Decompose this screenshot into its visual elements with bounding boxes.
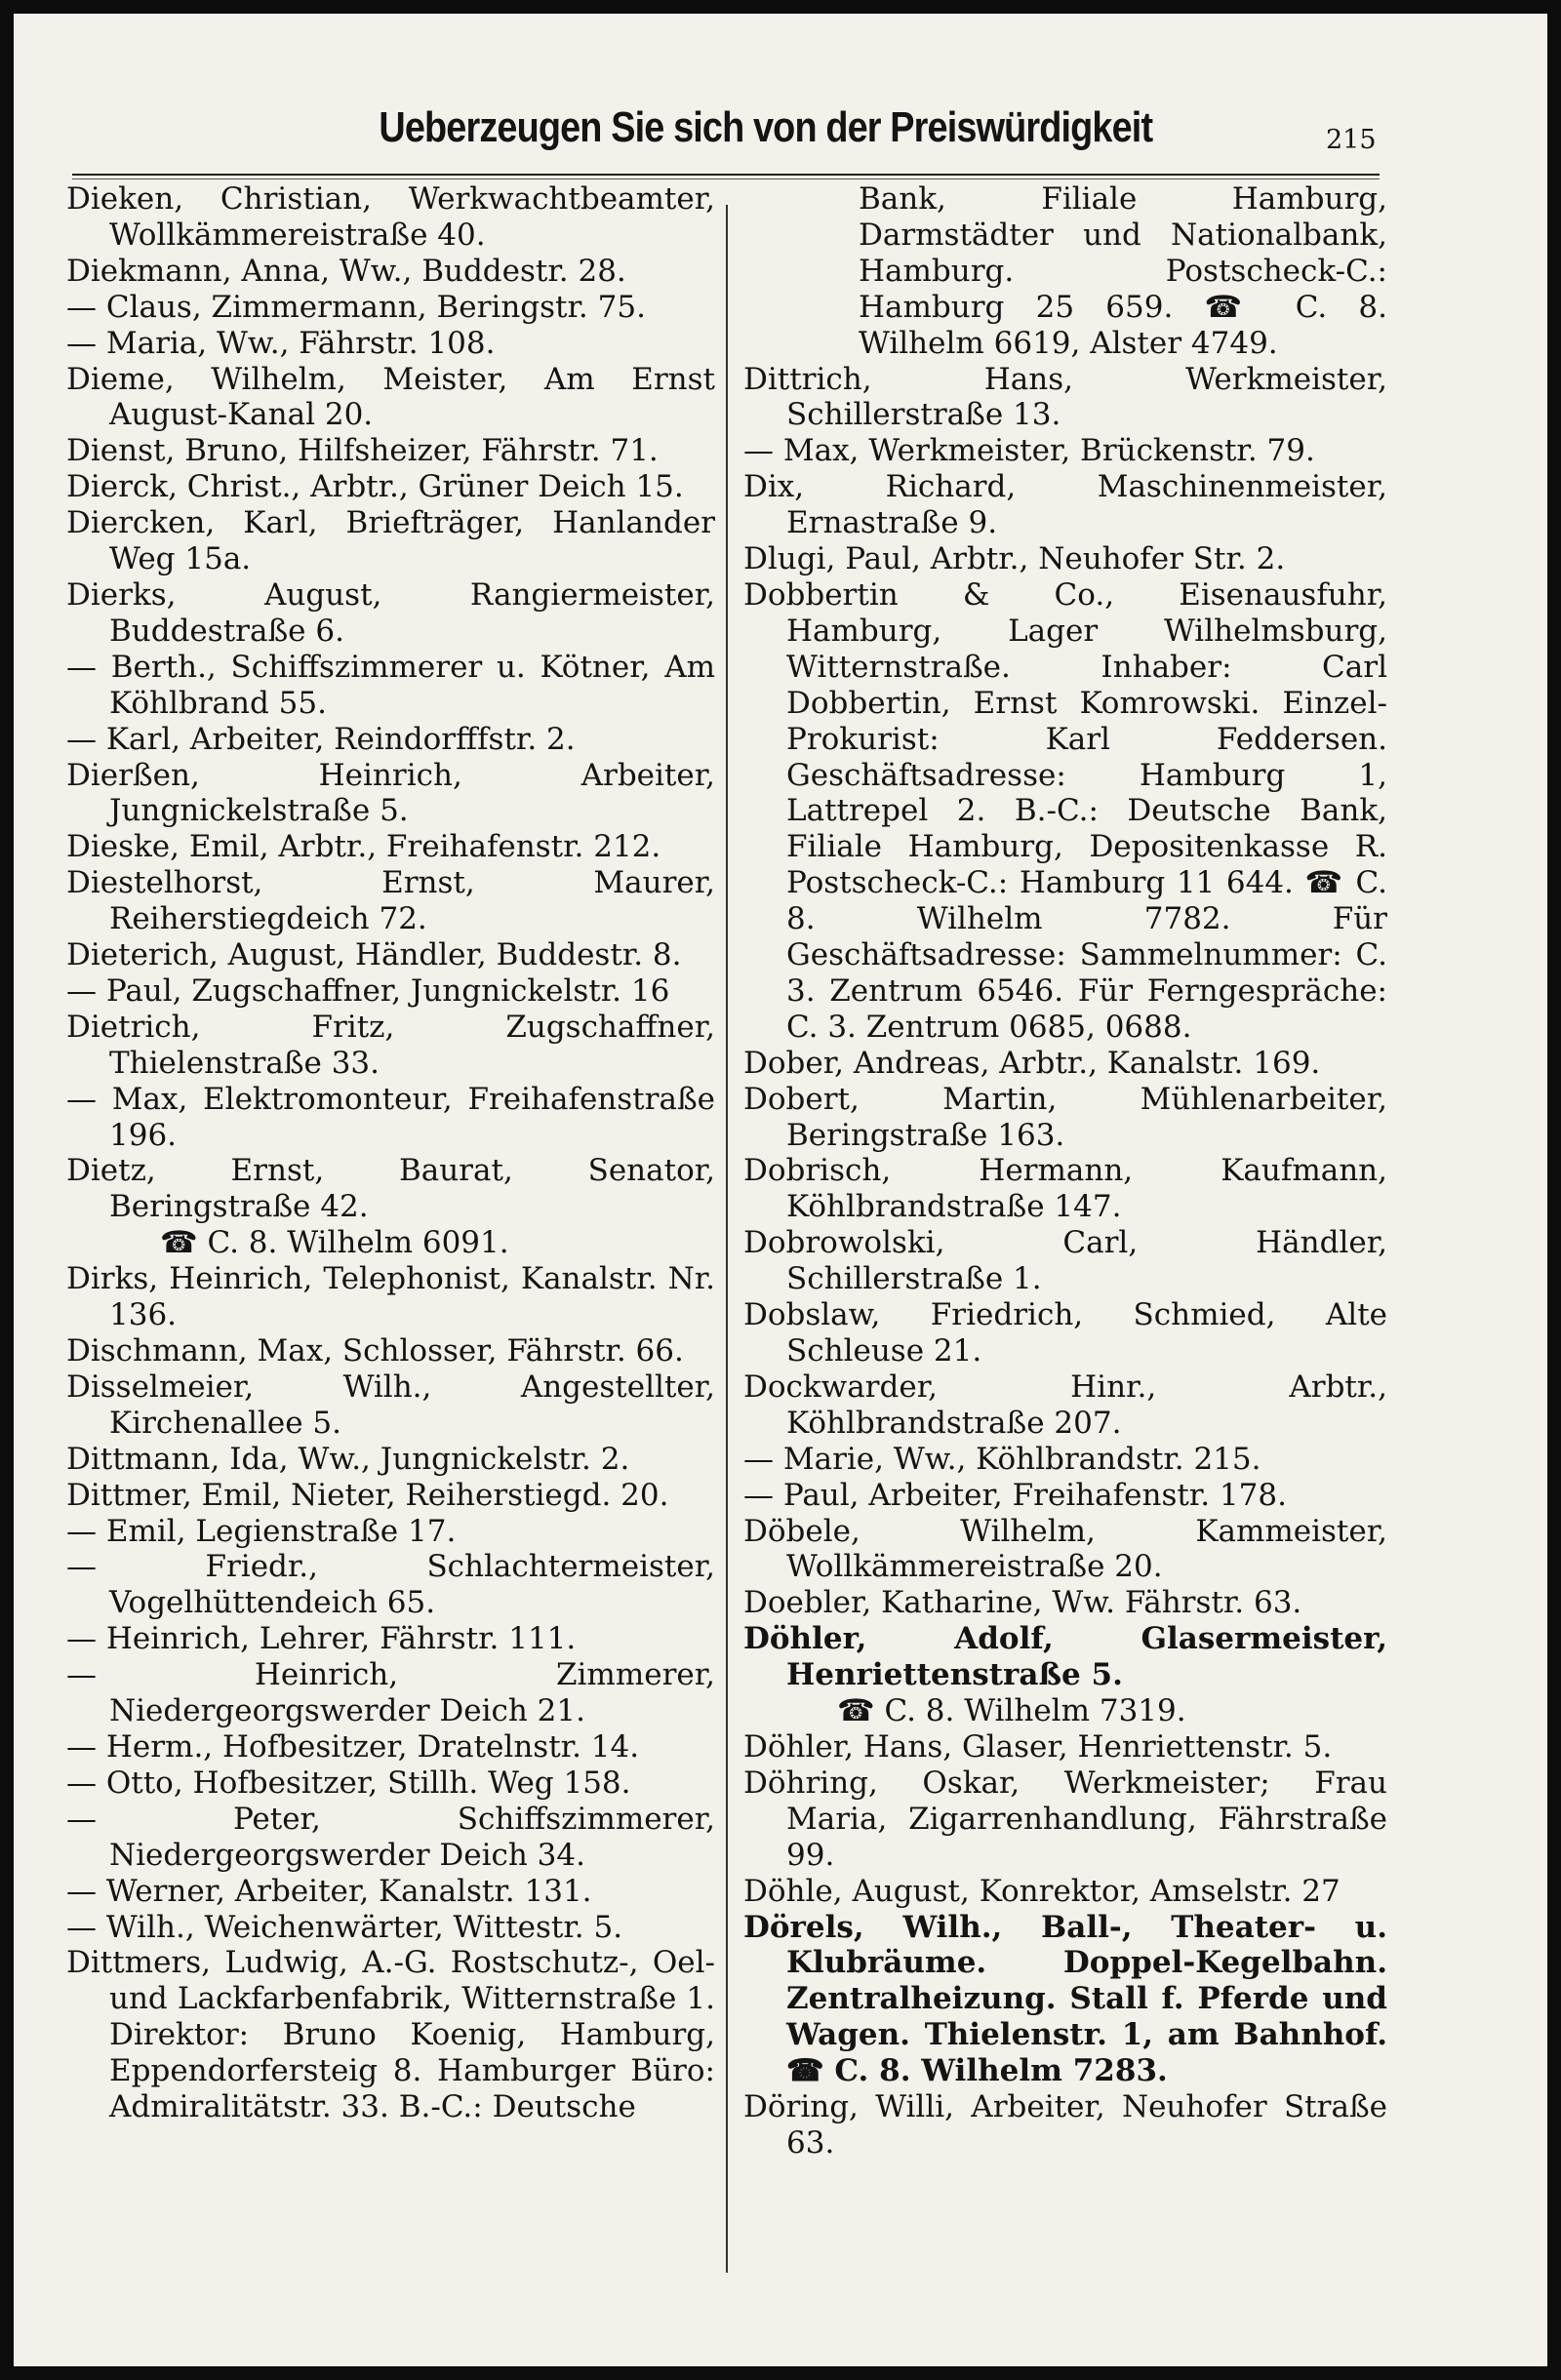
header-rule [72,174,1380,176]
directory-entry: — Emil, Legienstraße 17. [66,1513,457,1549]
directory-entry: Dierck, Christ., Arbtr., Grüner Deich 15. [66,469,684,505]
directory-entry: Diestelhorst, Ernst, Maurer, Reiherstiegdeich 72. [66,865,715,937]
directory-entry: Dieme, Wilhelm, Meister, Am Ernst August-Kanal 20. [66,361,715,433]
directory-entry: — Marie, Ww., Köhlbrandstr. 215. [743,1441,1261,1477]
directory-entry: Dobert, Martin, Mühlenarbeiter, Beringstraße 163. [743,1081,1387,1153]
directory-page [14,14,1547,2366]
directory-entry: Döring, Willi, Arbeiter, Neuhofer Straße 63. [743,2089,1387,2161]
left-column [66,181,715,2125]
directory-entry: — Paul, Arbeiter, Freihafenstr. 178. [743,1477,1287,1513]
directory-entry: Diekmann, Anna, Ww., Buddestr. 28. [66,253,626,289]
directory-entry: — Berth., Schiffszimmerer u. Kötner, Am Köhlbrand 55. [66,649,715,721]
directory-entry: Dietz, Ernst, Baurat, Senator, Beringstraße 42. [66,1153,715,1225]
page-header [72,103,1380,172]
directory-entry: — Heinrich, Zimmerer, Niedergeorgswerder Deich 21. [66,1657,715,1729]
directory-entry: Dietrich, Fritz, Zugschaffner, Thielenstraße 33. [66,1009,715,1081]
directory-entry: — Paul, Zugschaffner, Jungnickelstr. 16 [66,972,670,1009]
directory-entry: — Max, Elektromonteur, Freihafenstraße 196. [66,1081,715,1153]
directory-entry: Dobrisch, Hermann, Kaufmann, Köhlbrandstraße 147. [743,1153,1387,1225]
column-divider [726,205,728,2273]
directory-entry: — Peter, Schiffszimmerer, Niedergeorgswerder Deich 34. [66,1801,715,1873]
directory-entry: Dienst, Bruno, Hilfsheizer, Fährstr. 71. [66,433,659,469]
directory-entry: Disselmeier, Wilh., Angestellter, Kirchenallee 5. [66,1368,715,1441]
directory-entry: Döhle, August, Konrektor, Amselstr. 27 [743,1873,1341,1909]
right-column [743,181,1387,2162]
directory-entry: Dieken, Christian, Werkwachtbeamter, Wollkämmereistraße 40. [66,181,715,253]
directory-entry: — Wilh., Weichenwärter, Wittestr. 5. [66,1909,623,1945]
directory-entry: — Claus, Zimmermann, Beringstr. 75. [66,289,646,325]
directory-entry: Dittmer, Emil, Nieter, Reiherstiegd. 20. [66,1477,669,1513]
directory-entry: Dobbertin & Co., Eisenausfuhr, Hamburg, Lager Wilhelmsburg, Witternstraße. Inhaber: Carl Dobbertin, Ernst Komrowski. Einzel-Prokurist: Karl Feddersen. Geschäftsadresse: Hamburg 1, Lattrepel 2. B.-C.: Deutsche Bank, Filiale Hamburg, Depositenkasse R. Postscheck-C.: Hamburg 11 644. ☎ C. 8. Wilhelm 7782. Für Geschäftsadresse: Sammelnummer: C. 3. Zentrum 6546. Für Ferngespräche: C. 3. Zentrum 0685, 0688. [743,576,1387,1045]
directory-entry: — Max, Werkmeister, Brückenstr. 79. [743,433,1315,469]
directory-entry: Dockwarder, Hinr., Arbtr., Köhlbrandstraße 207. [743,1368,1387,1441]
directory-entry: Dittrich, Hans, Werkmeister, Schillerstraße 13. [743,361,1387,433]
directory-entry: — Herm., Hofbesitzer, Dratelnstr. 14. [66,1728,640,1765]
directory-entry: Dieterich, August, Händler, Buddestr. 8. [66,937,682,973]
directory-entry: Doebler, Katharine, Ww. Fährstr. 63. [743,1585,1302,1621]
directory-entry: Dlugi, Paul, Arbtr., Neuhofer Str. 2. [743,541,1286,577]
directory-entry: Dobrowolski, Carl, Händler, Schillerstraße 1. [743,1225,1387,1297]
directory-entry: Dierßen, Heinrich, Arbeiter, Jungnickelstraße 5. [66,757,715,829]
directory-entry: Dittmann, Ida, Ww., Jungnickelstr. 2. [66,1441,630,1477]
directory-entry: — Maria, Ww., Fährstr. 108. [66,325,496,361]
directory-entry-continued: Bank, Filiale Hamburg, Darmstädter und Nationalbank, Hamburg. Postscheck-C.: Hamburg 25 659. ☎ C. 8. Wilhelm 6619, Alster 4749. [859,181,1387,361]
directory-entry-bold: Döhler, Adolf, Glasermeister, Henriettenstraße 5. [743,1621,1387,1693]
directory-entry: — Otto, Hofbesitzer, Stillh. Weg 158. [66,1765,631,1801]
page-number: 215 [1326,125,1377,155]
directory-entry: — Friedr., Schlachtermeister, Vogelhüttendeich 65. [66,1549,715,1621]
directory-entry: — Heinrich, Lehrer, Fährstr. 111. [66,1621,577,1657]
directory-entry: Dix, Richard, Maschinenmeister, Ernastraße 9. [743,469,1387,541]
directory-entry: — Werner, Arbeiter, Kanalstr. 131. [66,1873,592,1909]
directory-entry: Döbele, Wilhelm, Kammeister, Wollkämmereistraße 20. [743,1513,1387,1585]
directory-entry-bold: Dörels, Wilh., Ball-, Theater- u. Klubräume. Doppel-Kegelbahn. Zentralheizung. Stall f. Pferde und Wagen. Thielenstr. 1, am Bahnhof. ☎ C. 8. Wilhelm 7283. [743,1909,1387,2089]
phone-line: ☎ C. 8. Wilhelm 7319. [837,1693,1186,1729]
directory-entry: Dischmann, Max, Schlosser, Fährstr. 66. [66,1333,684,1368]
phone-line: ☎ C. 8. Wilhelm 6091. [160,1225,509,1261]
directory-entry: Döhler, Hans, Glaser, Henriettenstr. 5. [743,1728,1333,1765]
directory-entry: Dirks, Heinrich, Telephonist, Kanalstr. Nr. 136. [66,1261,715,1333]
directory-entry: Diercken, Karl, Briefträger, Hanlander Weg 15a. [66,505,715,577]
directory-entry: Dober, Andreas, Arbtr., Kanalstr. 169. [743,1045,1321,1081]
header-rule-thin [72,178,1380,179]
directory-entry: — Karl, Arbeiter, Reindorfffstr. 2. [66,721,576,757]
running-head: Ueberzeugen Sie sich von der Preiswürdigkeit [379,103,1153,151]
directory-entry: Dittmers, Ludwig, A.-G. Rostschutz-, Oel- und Lackfarbenfabrik, Witternstraße 1. Direktor: Bruno Koenig, Hamburg, Eppendorfersteig 8. Hamburger Büro: Admiralitätstr. 33. B.-C.: Deutsche [66,1945,715,2125]
directory-entry: Döhring, Oskar, Werkmeister; Frau Maria, Zigarrenhandlung, Fährstraße 99. [743,1765,1387,1873]
directory-entry: Dierks, August, Rangiermeister, Buddestraße 6. [66,576,715,649]
directory-entry: Dieske, Emil, Arbtr., Freihafenstr. 212. [66,829,661,865]
directory-entry: Dobslaw, Friedrich, Schmied, Alte Schleuse 21. [743,1297,1387,1368]
